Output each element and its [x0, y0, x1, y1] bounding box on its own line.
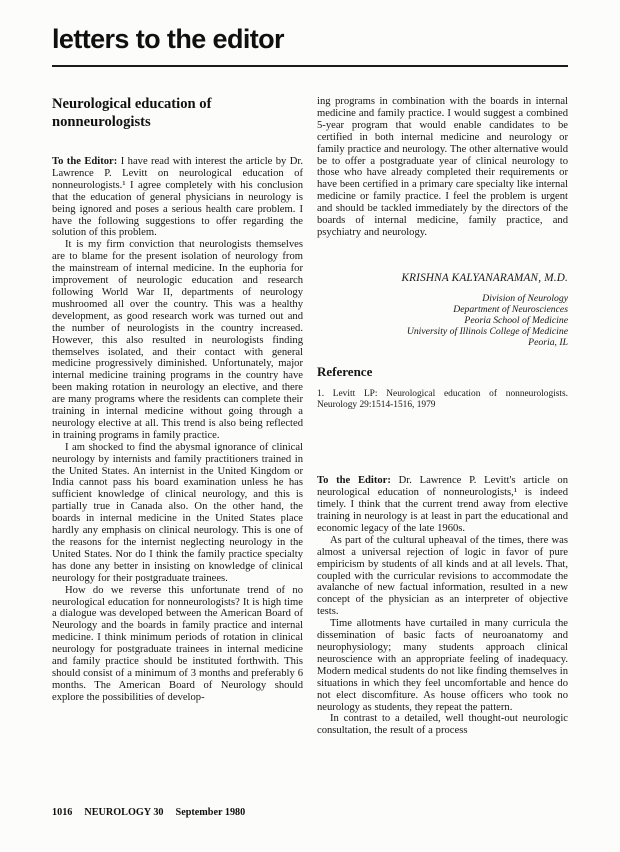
- letter1-paragraph-4: How do we reverse this unfortunate trend of no neurological education for nonneurologists? It is high time a dialogue was developed between the American Board of Neurology and the boards in family practice and internal medicine. I think minimum periods of rotation in clinical neurology for postgraduate trainees in internal medicine and family practice should be instituted forthwith. This should consist of a minimum of 3 months and preferably 6 months. The American Board of Neurology should explore the possibilities of develop-: [52, 584, 303, 703]
- letter1-paragraph-3: I am shocked to find the abysmal ignorance of clinical neurology by internists and family practitioners trained in the United States. An internist in the United Kingdom or India cannot pass his board examination unless he has sufficient knowledge of clinical neurology, and this is partially true in Canada also. On the other hand, the boards in internal medicine in the United States place hardly any emphasis on clinical neurology. This is one of the reasons for the internist neglecting neurology in the United States. Nor do I think the family practice specialty has done any better in insisting on knowledge of clinical neurology for their postgraduate trainees.: [52, 441, 303, 584]
- footer-issue-date: September 1980: [175, 807, 246, 818]
- letter1-title: Neurological education of nonneurologists: [52, 96, 212, 130]
- footer-page-number: 1016: [52, 807, 73, 818]
- section-masthead: [52, 24, 568, 54]
- letter1-salutation: To the Editor:: [52, 156, 118, 167]
- letter2-paragraph-3: Time allotments have curtailed in many curricula the dissemination of basic facts of neuroanatomy and neurophysiology; many students approach clinical neuroscience with an appropriate feeling of inadequacy. Modern medical students do not like finding themselves in situations in which they feel uncomfortable and hence do not elect discomfiture. As house officers who took no neurology as students, they repeat the pattern.: [317, 618, 568, 713]
- left-column: [52, 96, 303, 737]
- affiliation-line: Department of Neurosciences: [453, 303, 568, 315]
- letter2-block: [317, 475, 568, 737]
- affiliation-line: University of Illinois College of Medicine: [406, 325, 568, 337]
- reference-entry: 1. Levitt LP: Neurological education of nonneurologists. Neurology 29:1514-1516, 1979: [317, 388, 568, 411]
- letter1-paragraph-2: It is my firm conviction that neurologists themselves are to blame for the present isolation of neurology from the mainstream of internal medicine. In the euphoria for improvement of neurologic education and research following World War II, departments of neurology mushroomed all over the country. This was a healthy development, as good research work was turned out and the number of neurologists in the country increased. However, this also resulted in neurologists finding themselves isolated, and their contact with general medicine progressively diminished. Unfortunately, major internal medicine training programs in the country have been making rotation in neurology an elective, and there are many programs where the residents can complete their training in internal medicine without going through a neurology elective at all. This trend is also being reflected in training programs in family practice.: [52, 239, 303, 441]
- signature-name: KRISHNA KALYANARAMAN, M.D.: [401, 271, 568, 284]
- affiliation-line: Peoria School of Medicine: [464, 314, 568, 326]
- footer-journal-title: NEUROLOGY 30: [84, 807, 164, 818]
- letter1-signature-block: [317, 272, 568, 348]
- letter1-paragraph-5: ing programs in combination with the boards in internal medicine and family practice. I would suggest a combined 5-year program that would enable candidates to be certified in both internal medicine and neurology or family practice and neurology. The other alternative would be to offer a postgraduate year of clinical neurology to those who have already completed their requirements or have been certified in a primary care specialty like internal medicine or family practice. I feel the problem is urgent and should be tackled immediately by the directors of the boards of internal medicine, family practice, and psychiatry and neurology.: [317, 96, 568, 238]
- letter1-paragraph-1: [52, 156, 303, 239]
- letter2-paragraph-2: As part of the cultural upheaval of the times, there was almost a universal rejection of logic in favor of pure empiricism by students of all kinds and at all levels. That, coupled with the curricular revisions to accommodate the avalanche of new factual information, resulted in a new concept of the physician as an interpreter of objective tests.: [317, 534, 568, 618]
- letter1-paragraph-1-text: I have read with interest the article by Dr. Lawrence P. Levitt on neurological education of nonneurologists.¹ I agree completely with his conclusion that the education of general physicians in neurology is being ignored and poses a serious health care problem. I have the following suggestions to offer regarding the solution of this problem.: [52, 156, 303, 239]
- letter2-paragraph-1-text: Dr. Lawrence P. Levitt's article on neurological education of nonneurologists,¹ is indeed timely. I think that the current trend away from elective training in neurology is at least in part the educational and economic legacy of the late 1960s.: [317, 475, 568, 534]
- affiliation-line: Division of Neurology: [482, 292, 568, 304]
- affiliation-line: Peoria, IL: [528, 336, 568, 348]
- reference-heading: Reference: [317, 363, 373, 379]
- right-column: [317, 96, 568, 737]
- page-footer: [52, 807, 245, 818]
- letter2-salutation: To the Editor:: [317, 475, 391, 487]
- letter2-paragraph-1: [317, 475, 568, 535]
- letter2-paragraph-4: In contrast to a detailed, well thought-out neurologic consultation, the result of a process: [317, 713, 568, 737]
- two-column-body: [52, 96, 568, 737]
- masthead-rule: [52, 65, 568, 67]
- page-title: letters to the editor: [52, 24, 284, 54]
